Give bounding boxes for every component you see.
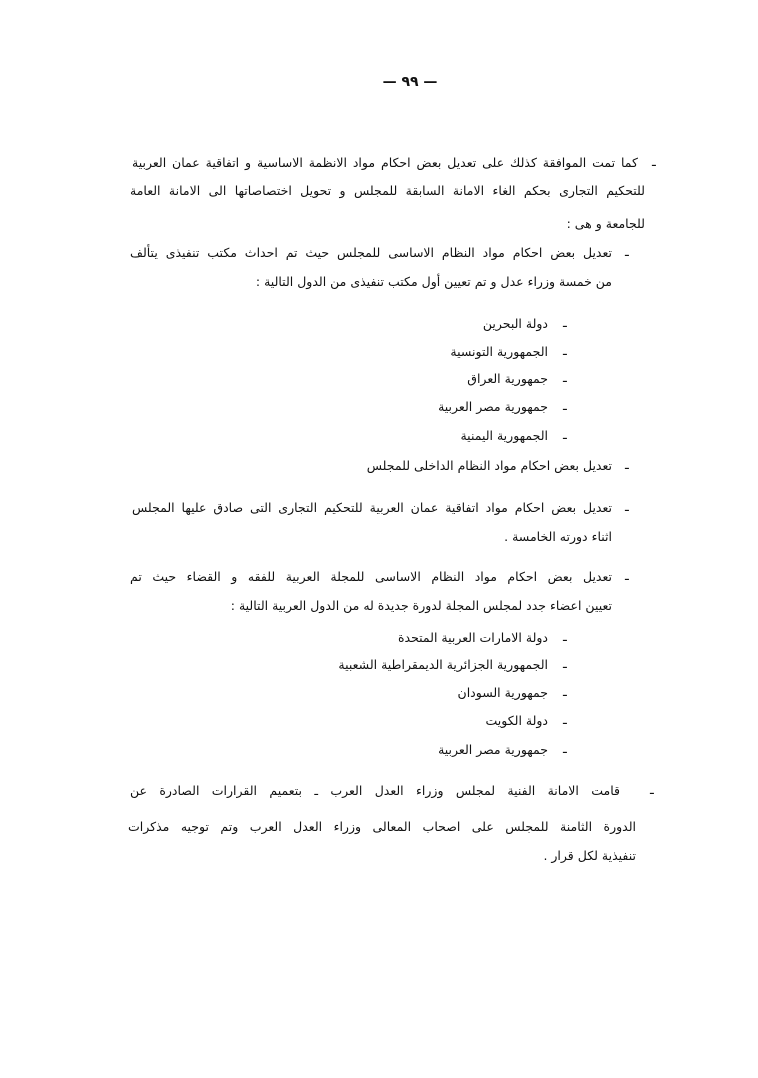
item1-line: تعديل بعض احكام مواد النظام الاساسى للمجلس حيث تم احداث مكتب تنفيذى يتألف (130, 245, 612, 260)
bullet-dash: ـ (625, 500, 629, 515)
item3-line: تعديل بعض احكام مواد اتفاقية عمان العربية للتحكيم التجارى التى صادق عليها المجلس (132, 500, 612, 515)
item1-line: من خمسة وزراء عدل و تم تعيين أول مكتب تنفيذى من الدول التالية : (255, 274, 612, 289)
country-item: دولة البحرين (482, 316, 548, 331)
paragraph1-line: كما تمت الموافقة كذلك على تعديل بعض احكام مواد الانظمة الاساسية و اتفاقية عمان العربية (132, 155, 638, 170)
item4-line: تعديل بعض احكام مواد النظام الاساسى للمجلة العربية للفقه و القضاء حيث تم (130, 569, 612, 584)
bullet-dash: ـ (563, 713, 567, 728)
bullet-dash: ـ (625, 458, 629, 473)
bullet-dash: ـ (625, 569, 629, 584)
bullet-dash: ـ (563, 428, 567, 443)
country-item: الجمهورية اليمنية (460, 428, 548, 443)
bullet-dash: ـ (563, 742, 567, 757)
bullet-dash: ـ (563, 657, 567, 672)
bullet-dash: ـ (650, 783, 654, 798)
country-item: دولة الامارات العربية المتحدة (397, 630, 548, 645)
country-item: دولة الكويت (485, 713, 548, 728)
item2-line: تعديل بعض احكام مواد النظام الداخلى للمجلس (366, 458, 612, 473)
paragraph1-line: للتحكيم التجارى بحكم الغاء الامانة السابقة للمجلس و تحويل اختصاصاتها الى الامانة العامة (130, 183, 645, 198)
bullet-dash: ـ (625, 245, 629, 260)
bullet-dash: ـ (563, 316, 567, 331)
item3-line: اثناء دورته الخامسة . (504, 529, 612, 544)
country-item: جمهورية السودان (457, 685, 548, 700)
country-item: جمهورية مصر العربية (438, 399, 548, 414)
bullet-dash: ـ (563, 399, 567, 414)
bullet-dash: ـ (563, 371, 567, 386)
item4-line: تعيين اعضاء جدد لمجلس المجلة لدورة جديدة له من الدول العربية التالية : (230, 598, 612, 613)
page-number: — ٩٩ — (382, 74, 438, 90)
country-item: الجمهورية الجزائرية الديمقراطية الشعبية (338, 657, 548, 672)
bullet-dash: ـ (563, 344, 567, 359)
paragraph2-line: قامت الامانة الفنية لمجلس وزراء العدل العرب ـ بتعميم القرارات الصادرة عن (130, 783, 620, 798)
bullet-dash: ـ (652, 155, 656, 170)
country-item: جمهورية مصر العربية (438, 742, 548, 757)
country-item: الجمهورية التونسية (450, 344, 548, 359)
bullet-dash: ـ (563, 630, 567, 645)
paragraph1-line: للجامعة و هى : (566, 216, 645, 231)
bullet-dash: ـ (563, 685, 567, 700)
paragraph2-line: تنفيذية لكل قرار . (543, 848, 636, 863)
country-item: جمهورية العراق (467, 371, 548, 386)
paragraph2-line: الدورة الثامنة للمجلس على اصحاب المعالى وزراء العدل العرب وتم توجيه مذكرات (128, 819, 636, 834)
